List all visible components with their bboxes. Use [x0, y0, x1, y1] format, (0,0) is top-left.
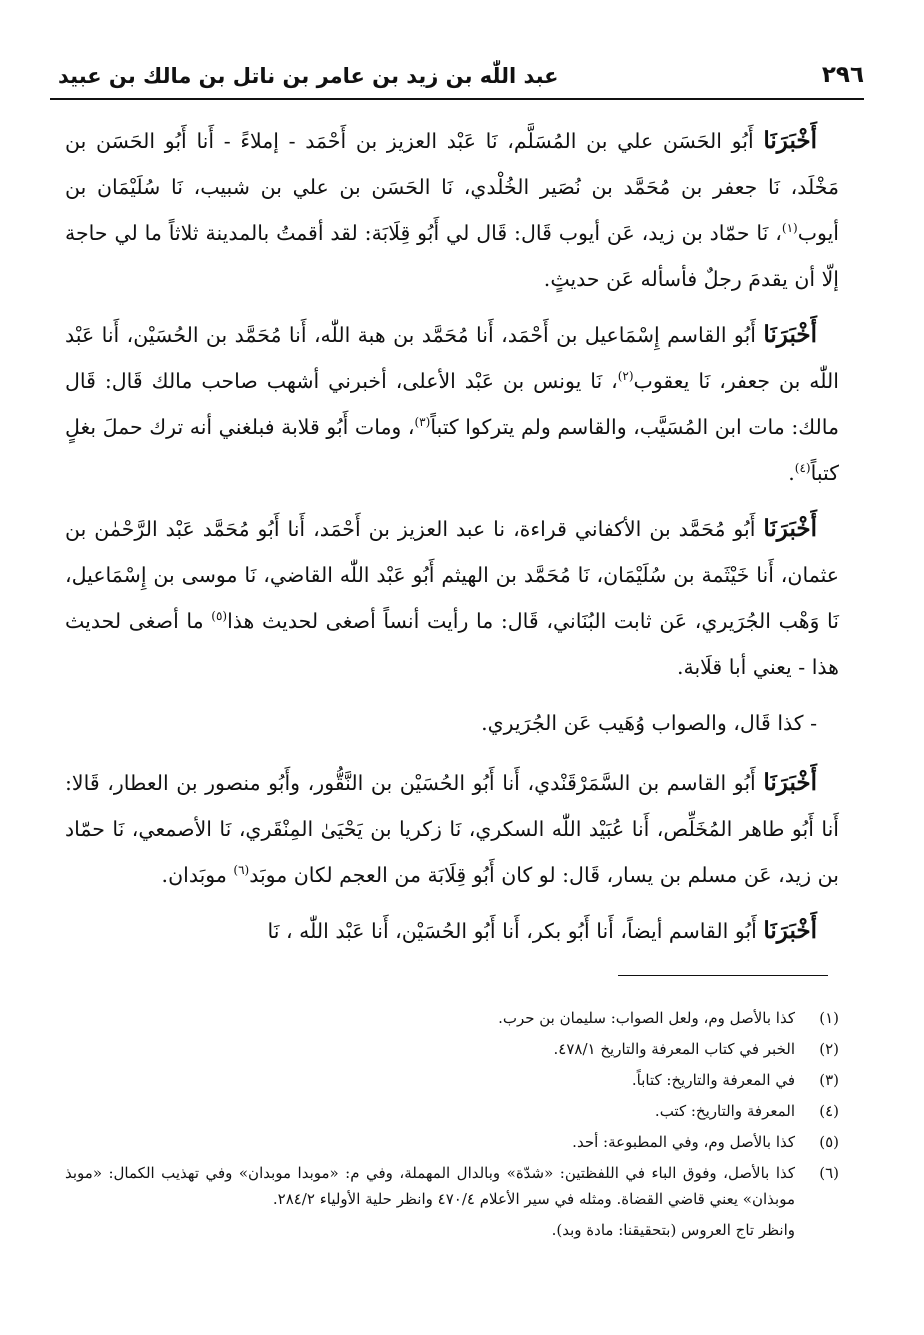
footnote-number: (٦): [819, 1164, 839, 1182]
footnote-item: [65, 1036, 839, 1062]
paragraph-text-continued: ، نَا يونس بن عَبْد الأعلى، أخبرني أشهب صاحب مالك قَال: قَال مالك: مات ابن المُسَيَّب، والقاسم ولم يتركوا كتباً: [65, 369, 839, 439]
footnote-reference[interactable]: (٦): [233, 863, 250, 878]
footnote-number: (٣): [819, 1071, 839, 1089]
page-number: ٢٩٦: [821, 62, 864, 88]
paragraph-text: أَبُو القاسم بن السَّمَرْقَنْدي، أَنا أَبُو الحُسَيْن بن النَّقُّور، وأَبُو منصور بن العطار، قَالا: أَنا أَبُو طاهر المُخَلِّص، أَنا عُبَيْد اللّٰه السكري، نَا زكريا بن يَحْيَىٰ المِنْقَري، نَا الأصمعي، نَا حمّاد بن زيد، عَن مسلم بن يسار، قَال: لو كان أَبُو قِلَابَة من العجم لكان موبَد: [65, 771, 839, 887]
running-title: عبد اللّٰه بن زيد بن عامر بن ناتل بن مالك بن عبيد: [58, 64, 559, 88]
paragraph-text-end: .: [788, 461, 795, 485]
footnote-number: (٥): [819, 1133, 839, 1151]
paragraph-text: أَبُو مُحَمَّد بن الأكفاني قراءة، نا عبد العزيز بن أَحْمَد، أَنا أَبُو مُحَمَّد عَبْد الرَّحْمٰن بن عثمان، أَنا خَيْثَمة بن سُلَيْمَان، نَا مُحَمَّد بن الهيثم أَبُو عَبْد اللّٰه القاضي، نَا موسى بن إِسْمَاعيل، نَا وَهْب الجُرَيري، عَن ثابت البُنَاني، قَال: ما رأيت أنساً أصغى لحديث هذا: [65, 517, 839, 633]
paragraph-text: أَبُو القاسم أيضاً، أَنا أَبُو بكر، أَنا أَبُو الحُسَيْن، أَنا عَبْد اللّٰه ، نَا: [267, 919, 764, 943]
main-text: [65, 118, 839, 964]
footnote-number: (١): [819, 1009, 839, 1027]
hadith-paragraph-4: [65, 760, 839, 898]
paragraph-text: أَبُو الحَسَن علي بن المُسَلَّم، نَا عَبْد العزيز بن أَحْمَد - إملاءً - أَنا أَبُو الحَسَن بن مَخْلَد، نَا جعفر بن مُحَمَّد بن نُصَير الخُلْدي، نَا الحَسَن بن علي بن شبيب، نَا سُلَيْمَان بن أيوب: [65, 129, 839, 245]
footnote-text: في المعرفة والتاريخ: كتاباً.: [631, 1071, 795, 1089]
footnotes: [65, 1005, 839, 1243]
paragraph-text-continued: ، ومات أَبُو قلابة فبلغني أنه ترك حملَ بغلٍ كتباً: [65, 415, 839, 485]
hadith-paragraph-5: [65, 908, 839, 954]
editor-note: - كذا قَال، والصواب وُهَيب عَن الجُرَيري.: [481, 711, 817, 735]
paragraph-lead-word: أَخْبَرَنَا: [763, 127, 817, 154]
paragraph-text-continued: ، نَا حمّاد بن زيد، عَن أيوب قَال: قَال لي أَبُو قِلَابَة: لقد أقمتُ بالمدينة ثلاثاً ما لي حاجة إلّا أن يقدمَ رجلٌ فأسأله عَن حديثٍ.: [65, 221, 839, 291]
paragraph-lead-word: أَخْبَرَنَا: [763, 769, 817, 796]
hadith-paragraph-2: [65, 312, 839, 496]
footnote-item: [65, 1160, 839, 1212]
paragraph-text-continued: موبَدان.: [161, 863, 234, 887]
footnote-item: [65, 1067, 839, 1093]
footnote-number: (٢): [819, 1040, 839, 1058]
footnote-text: كذا بالأصل وم، وفي المطبوعة: أحد.: [572, 1133, 795, 1151]
footnote-separator: [618, 975, 828, 976]
page-header: [50, 58, 864, 100]
footnote-text: كذا بالأصل وم، ولعل الصواب: سليمان بن حرب.: [498, 1009, 795, 1027]
footnote-text: كذا بالأصل، وفوق الباء في اللفظتين: «شدّة» وبالدال المهملة، وفي م: «موبدا موبدان» وفي تهذيب الكمال: «موبذ موبذان» يعني قاضي القضاة. ومثله في سير الأعلام ٤٧٠/٤ وانظر حلية الأولياء ٢٨٤/٢.: [65, 1164, 795, 1208]
footnote-number: (٤): [819, 1102, 839, 1120]
footnote-reference[interactable]: (٥): [211, 609, 228, 624]
footnote-reference[interactable]: (٢): [617, 369, 634, 384]
paragraph-lead-word: أَخْبَرَنَا: [763, 515, 817, 542]
footnote-reference[interactable]: (٣): [414, 415, 431, 430]
paragraph-lead-word: أَخْبَرَنَا: [763, 321, 817, 348]
footnote-item: [65, 1005, 839, 1031]
footnote-continuation: وانظر تاج العروس (بتحقيقنا: مادة وبد).: [551, 1221, 795, 1239]
footnote-item: [65, 1098, 839, 1124]
paragraph-text: أَبُو القاسم إِسْمَاعيل بن أَحْمَد، أَنا مُحَمَّد بن هبة اللّٰه، أَنا مُحَمَّد بن الحُسَيْن، أَنا عَبْد اللّٰه بن جعفر، نَا يعقوب: [65, 323, 839, 393]
footnote-reference[interactable]: (٤): [794, 461, 811, 476]
footnote-text: المعرفة والتاريخ: كتب.: [654, 1102, 795, 1120]
footnote-reference[interactable]: (١): [781, 221, 798, 236]
paragraph-text-continued: ما أصغى لحديث هذا - يعني أبا قلَابة.: [65, 609, 839, 679]
footnote-item: [65, 1129, 839, 1155]
hadith-paragraph-3: [65, 506, 839, 690]
paragraph-lead-word: أَخْبَرَنَا: [763, 917, 817, 944]
hadith-paragraph-1: [65, 118, 839, 302]
footnote-text: الخبر في كتاب المعرفة والتاريخ ٤٧٨/١.: [553, 1040, 795, 1058]
